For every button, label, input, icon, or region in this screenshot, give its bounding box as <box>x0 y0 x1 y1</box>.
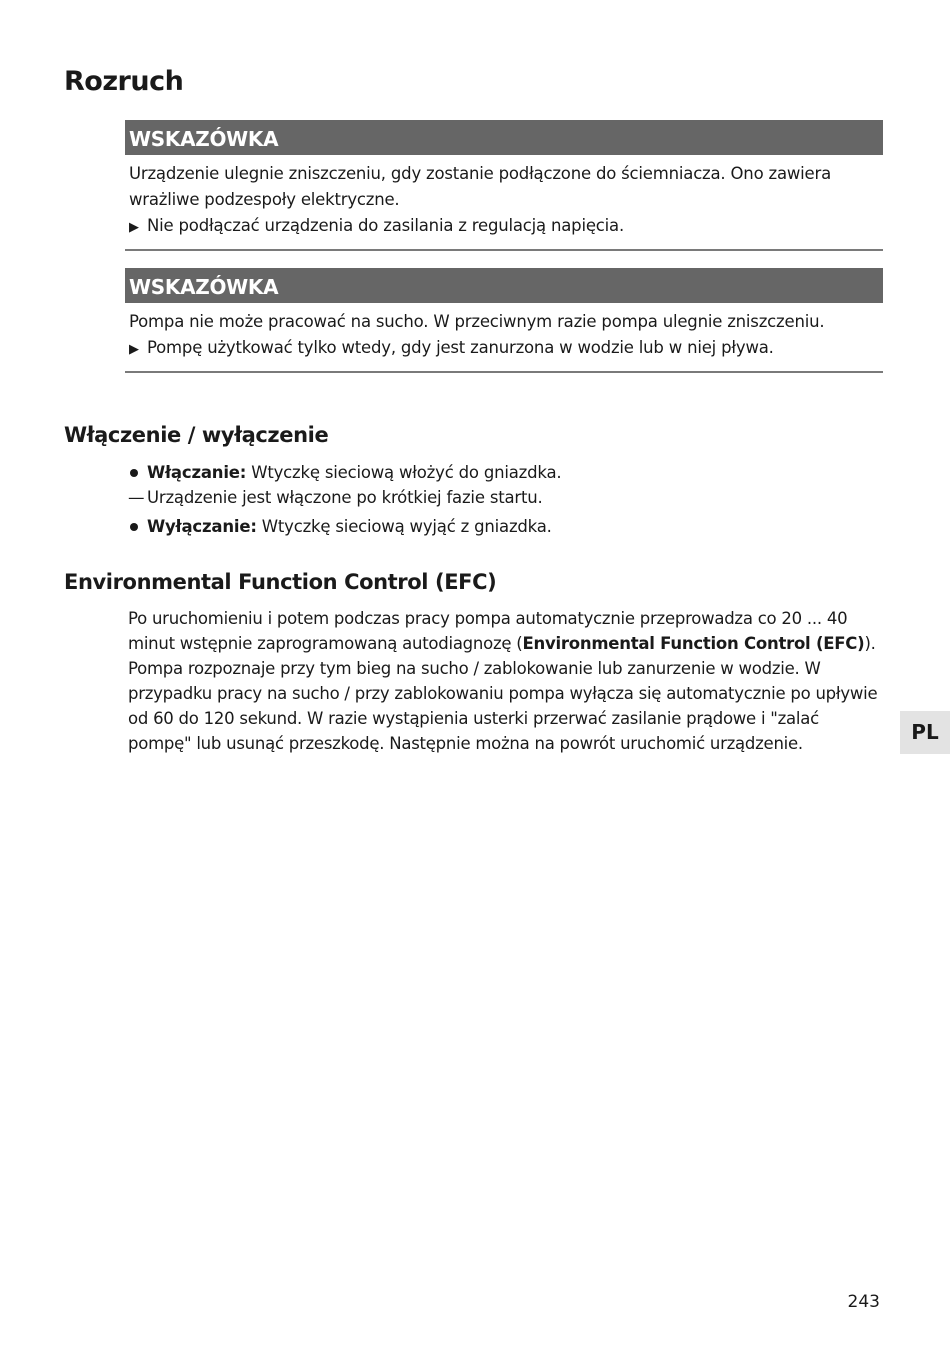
efc-paragraph <box>128 606 880 756</box>
notice-action <box>129 213 883 241</box>
notice-box <box>125 268 883 373</box>
notice-action-text: Nie podłączać urządzenia do zasilania z regulacją napięcia. <box>147 216 624 235</box>
triangle-right-icon: ▶ <box>129 220 139 235</box>
notice-action-text: Pompę użytkować tylko wtedy, gdy jest zanurzona w wodzie lub w niej pływa. <box>147 338 774 357</box>
item-text: Wtyczkę sieciową włożyć do gniazdka. <box>246 463 562 482</box>
notice-body <box>125 303 883 371</box>
result-text: Urządzenie jest włączone po krótkiej fazie startu. <box>147 488 543 507</box>
efc-text-bold: Environmental Function Control (EFC) <box>522 634 865 653</box>
bullet-dot-icon <box>130 523 138 531</box>
page-title: Rozruch <box>64 66 184 97</box>
list-item <box>128 514 888 539</box>
bullet-dot-icon <box>130 469 138 477</box>
notice-text: Pompa nie może pracować na sucho. W przeciwnym razie pompa ulegnie zniszczeniu. <box>129 312 825 331</box>
page-number: 243 <box>847 1292 880 1312</box>
notice-body <box>125 155 883 249</box>
result-line <box>128 485 888 510</box>
language-tab: PL <box>900 711 950 754</box>
on-off-list <box>128 460 888 539</box>
section-heading-on-off: Włączenie / wyłączenie <box>64 423 329 447</box>
efc-text-after: ). Pompa rozpoznaje przy tym bieg na sucho / zablokowanie lub zanurzenie w wodzie. W przypadku pracy na sucho / przy zablokowaniu pompa wyłącza się automatycznie po upływie od 60 do 120 sekund. W razie wystąpienia usterki przerwać zasilanie prądowe i "zalać pompę" lub usunąć przeszkodę. Następnie można na powrót uruchomić urządzenie. <box>128 634 878 753</box>
triangle-right-icon: ▶ <box>129 342 139 357</box>
item-label: Włączanie: <box>147 463 247 482</box>
section-heading-efc: Environmental Function Control (EFC) <box>64 570 497 594</box>
item-text: Wtyczkę sieciową wyjąć z gniazdka. <box>256 517 552 536</box>
efc-text-before: Po uruchomieniu i potem podczas pracy pompa automatycznie przeprowadza co 20 ... 40 minut wstępnie zaprogramowaną autodiagnozę ( <box>128 609 848 653</box>
dash-icon: — <box>128 488 145 507</box>
notice-text: Urządzenie ulegnie zniszczeniu, gdy zostanie podłączone do ściemniacza. Ono zawiera wrażliwe podzespoły elektryczne. <box>129 164 832 209</box>
notice-action <box>129 335 883 363</box>
list-item <box>128 460 888 485</box>
notice-box <box>125 120 883 251</box>
item-label: Wyłączanie: <box>147 517 257 536</box>
notice-header: WSKAZÓWKA <box>125 120 883 155</box>
notice-header: WSKAZÓWKA <box>125 268 883 303</box>
